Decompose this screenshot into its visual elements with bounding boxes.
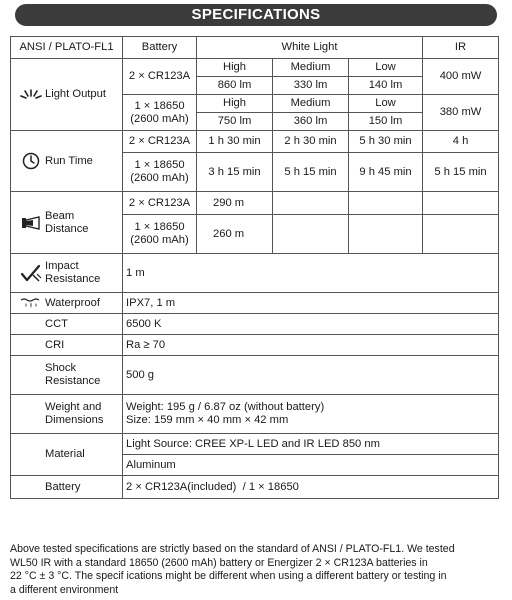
light-output-battery-1: 2 × CR123A <box>123 59 197 95</box>
empty-cell <box>273 192 349 215</box>
cri-value: Ra ≥ 70 <box>123 335 499 356</box>
battery-line: 1 × 18650 <box>134 221 185 233</box>
light-output-b2-mode-high: High <box>197 95 273 113</box>
battery-line: 1 × 18650 <box>134 159 185 171</box>
table-row <box>11 335 499 356</box>
specifications-table <box>10 36 499 499</box>
beam-battery-2 <box>123 215 197 254</box>
table-row <box>11 476 499 499</box>
material-label-cell <box>11 434 123 476</box>
empty-cell <box>349 215 423 254</box>
label-line: Resistance <box>45 273 101 285</box>
light-output-b1-high: 860 lm <box>197 77 273 95</box>
run-time-b2-low: 9 h 45 min <box>349 153 423 192</box>
header-standard: ANSI / PLATO-FL1 <box>11 37 123 59</box>
waterproof-label-cell <box>11 293 123 314</box>
header-ir: IR <box>423 37 499 59</box>
light-output-b1-mode-high: High <box>197 59 273 77</box>
light-output-b1-ir: 400 mW <box>423 59 499 95</box>
size-line: Size: 159 mm × 40 mm × 42 mm <box>126 414 289 426</box>
shock-value: 500 g <box>123 356 499 395</box>
header-battery: Battery <box>123 37 197 59</box>
shock-label <box>45 362 100 388</box>
cri-label-cell <box>11 335 123 356</box>
material-label: Material <box>45 448 85 460</box>
light-output-label-cell <box>11 59 123 131</box>
header-white-light: White Light <box>197 37 423 59</box>
label-line: Impact <box>45 260 79 272</box>
weight-label <box>45 401 103 427</box>
material-body: Aluminum <box>123 455 499 476</box>
run-time-b2-medium: 5 h 15 min <box>273 153 349 192</box>
battery-value: 2 × CR123A(included) / 1 × 18650 <box>123 476 499 499</box>
beam-distance-label <box>45 210 89 236</box>
light-output-b2-ir: 380 mW <box>423 95 499 131</box>
table-row <box>11 314 499 335</box>
empty-cell <box>423 215 499 254</box>
light-output-b2-high: 750 lm <box>197 113 273 131</box>
impact-icon <box>17 264 45 282</box>
beam-b2-value: 260 m <box>197 215 273 254</box>
impact-label <box>45 260 100 286</box>
battery-line: 1 × 18650 <box>134 99 185 112</box>
waterproof-value: IPX7, 1 m <box>123 293 499 314</box>
battery-capacity: (2600 mAh) <box>130 112 189 125</box>
label-line: Resistance <box>45 375 101 387</box>
light-burst-icon <box>17 88 45 102</box>
footnote-line: Above tested specifications are strictly based on the standard of ANSI / PLATO-FL1. We tested <box>10 543 455 555</box>
label-line: Dimensions <box>45 414 104 426</box>
empty-cell <box>423 192 499 215</box>
waterproof-label: Waterproof <box>45 296 100 309</box>
run-time-battery-2 <box>123 153 197 192</box>
light-output-b2-medium: 360 lm <box>273 113 349 131</box>
empty-cell <box>349 192 423 215</box>
beam-distance-label-cell <box>11 192 123 254</box>
water-drops-icon <box>17 297 45 309</box>
run-time-b1-ir: 4 h <box>423 131 499 153</box>
light-output-b1-mode-medium: Medium <box>273 59 349 77</box>
run-time-label: Run Time <box>45 154 93 167</box>
impact-label-cell <box>11 254 123 293</box>
light-output-b1-medium: 330 lm <box>273 77 349 95</box>
material-light-source: Light Source: CREE XP-L LED and IR LED 850 nm <box>123 434 499 455</box>
battery-capacity: (2600 mAh) <box>130 234 189 246</box>
label-line: Distance <box>45 222 89 235</box>
battery-label-cell <box>11 476 123 499</box>
label-line: Shock <box>45 362 77 374</box>
run-time-b1-low: 5 h 30 min <box>349 131 423 153</box>
light-output-b2-mode-low: Low <box>349 95 423 113</box>
cct-label-cell <box>11 314 123 335</box>
cct-label: CCT <box>45 317 68 330</box>
table-row <box>11 293 499 314</box>
run-time-battery-1: 2 × CR123A <box>123 131 197 153</box>
light-output-label: Light Output <box>45 88 106 100</box>
run-time-label-cell <box>11 131 123 192</box>
beam-battery-1: 2 × CR123A <box>123 192 197 215</box>
run-time-b1-high: 1 h 30 min <box>197 131 273 153</box>
shock-label-cell <box>11 356 123 395</box>
table-row <box>11 59 499 77</box>
table-row <box>11 192 499 215</box>
cct-value: 6500 K <box>123 314 499 335</box>
footnote-line: WL50 IR with a standard 18650 (2600 mAh) battery or Energizer 2 × CR123A batteries in <box>10 556 428 569</box>
cri-label: CRI <box>45 338 65 351</box>
footnote-line: a different environment <box>10 583 119 596</box>
light-output-b1-low: 140 lm <box>349 77 423 95</box>
clock-icon <box>17 152 45 170</box>
table-header-row <box>11 37 499 59</box>
table-row <box>11 356 499 395</box>
empty-cell <box>273 215 349 254</box>
table-row <box>11 395 499 434</box>
label-line: Beam <box>45 209 75 222</box>
weight-value <box>123 395 499 434</box>
impact-value: 1 m <box>123 254 499 293</box>
run-time-b1-medium: 2 h 30 min <box>273 131 349 153</box>
beam-icon <box>17 216 45 230</box>
footnote <box>10 543 502 597</box>
table-row <box>11 131 499 153</box>
beam-b1-value: 290 m <box>197 192 273 215</box>
weight-line: Weight: 195 g / 6.87 oz (without battery) <box>126 401 325 413</box>
run-time-b2-ir: 5 h 15 min <box>423 153 499 192</box>
battery-capacity: (2600 mAh) <box>130 172 189 184</box>
run-time-b2-high: 3 h 15 min <box>197 153 273 192</box>
footnote-line: 22 °C ± 3 °C. The specif ications might be different when using a different battery or testing in <box>10 570 447 582</box>
weight-label-cell <box>11 395 123 434</box>
table-row <box>11 254 499 293</box>
label-line: Weight and <box>45 401 102 413</box>
specifications-title: SPECIFICATIONS <box>15 4 497 26</box>
table-row <box>11 434 499 455</box>
light-output-b2-low: 150 lm <box>349 113 423 131</box>
light-output-b2-mode-medium: Medium <box>273 95 349 113</box>
light-output-battery-2 <box>123 95 197 131</box>
battery-label: Battery <box>45 480 81 493</box>
light-output-b1-mode-low: Low <box>349 59 423 77</box>
